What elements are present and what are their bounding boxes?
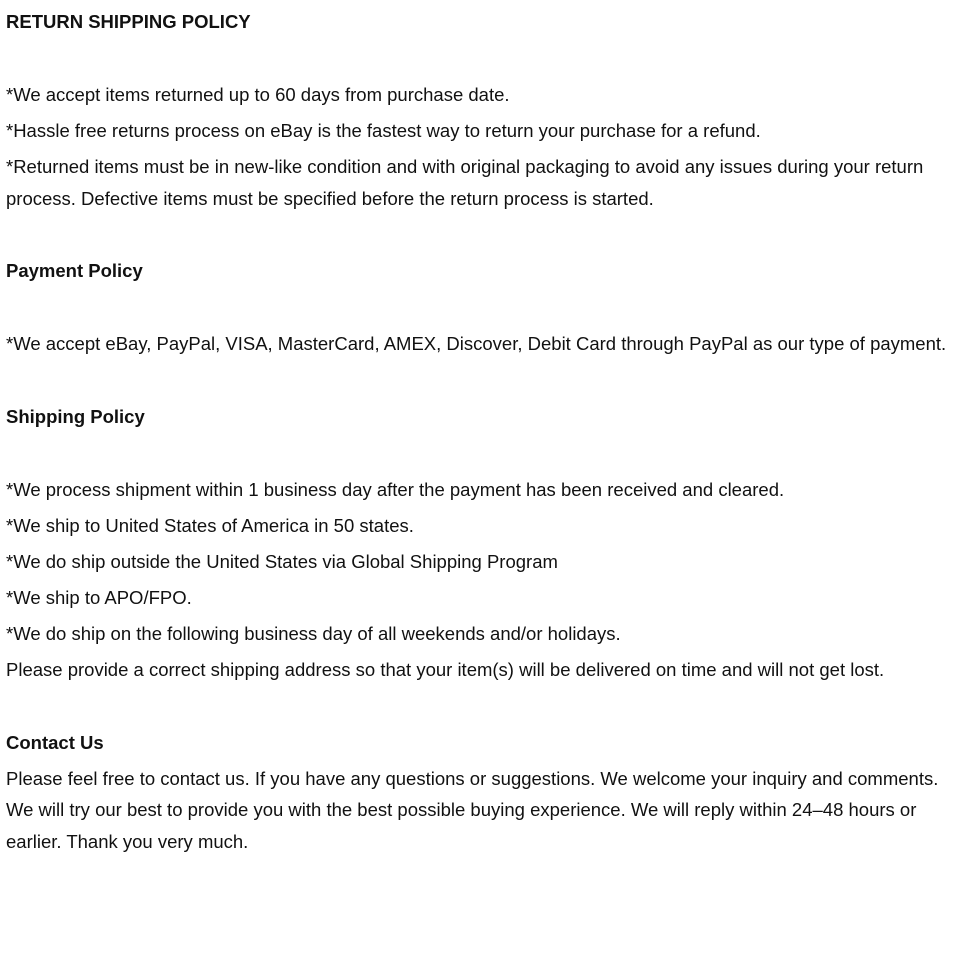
contact-body: Please feel free to contact us. If you have any questions or suggestions. We welcome your inquiry and comments. We will try our best to provide you with the best possible buying experience. We will reply within 24–48 hours or earlier. Thank you very much. (6, 767, 939, 852)
shipping-policy-item: *We ship to United States of America in 50 states. (6, 514, 414, 536)
spacer (6, 40, 954, 77)
return-policy-heading: RETURN SHIPPING POLICY (6, 11, 251, 32)
return-policy-item: *Hassle free returns process on eBay is the fastest way to return your purchase for a refund. (6, 120, 761, 141)
shipping-policy-note: Please provide a correct shipping address so that your item(s) will be delivered on time and will not get lost. (6, 658, 885, 680)
payment-policy-section (6, 253, 954, 362)
shipping-policy-item: *We do ship on the following business day of all weekends and/or holidays. (6, 622, 621, 644)
shipping-policy-heading: Shipping Policy (6, 405, 145, 427)
spacer (6, 362, 954, 399)
return-policy-section (6, 4, 954, 216)
shipping-policy-item: *We do ship outside the United States via Global Shipping Program (6, 550, 558, 572)
shipping-policy-item: *We ship to APO/FPO. (6, 586, 192, 608)
spacer (6, 216, 954, 253)
payment-policy-item: *We accept eBay, PayPal, VISA, MasterCard, AMEX, Discover, Debit Card through PayPal as our type of payment. (6, 333, 947, 354)
return-policy-item: *Returned items must be in new-like condition and with original packaging to avoid any issues during your return process. Defective items must be specified before the return process is started. (6, 156, 924, 209)
shipping-policy-section (6, 399, 954, 688)
contact-heading: Contact Us (6, 731, 104, 753)
return-policy-item: *We accept items returned up to 60 days from purchase date. (6, 84, 510, 105)
payment-policy-heading: Payment Policy (6, 260, 143, 281)
contact-section (6, 725, 954, 860)
shipping-policy-item: *We process shipment within 1 business day after the payment has been received and cleared. (6, 478, 785, 500)
spacer (6, 435, 954, 472)
spacer (6, 289, 954, 326)
spacer (6, 688, 954, 725)
